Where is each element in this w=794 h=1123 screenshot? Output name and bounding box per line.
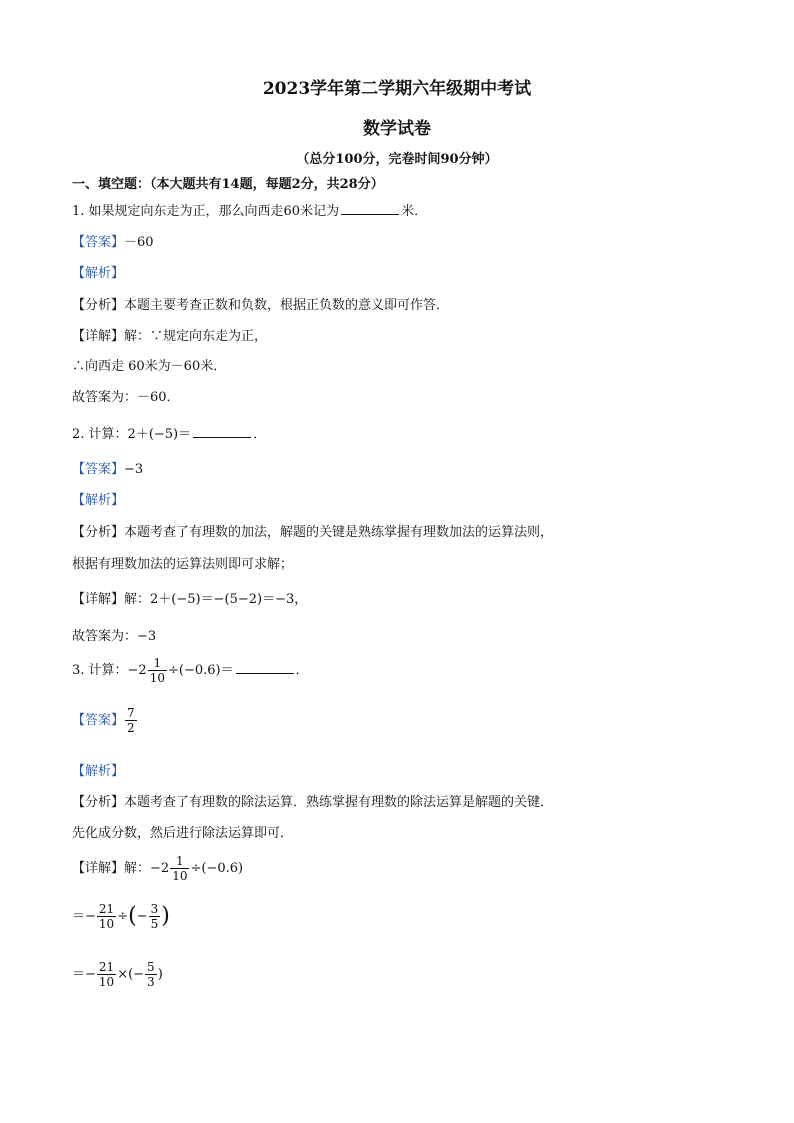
q3-step2 (72, 960, 163, 989)
q3-xiangjie-post: ÷(−0.6) (190, 861, 244, 876)
q1-question-end: 米． (401, 204, 428, 219)
q2-xiangjie-text: 解： (124, 592, 151, 607)
q3-step2-pre: ＝− (72, 967, 96, 982)
q3-fenxi-cont: 先化成分数，然后进行除法运算即可． (72, 826, 294, 841)
q3-step1-den: 10 (98, 917, 115, 931)
q1-step: ∴向西走 60米为－60米． (72, 359, 227, 374)
q3-question-text: 3. 计算：−2 (72, 663, 147, 678)
q1-question (72, 202, 427, 221)
q1-xiangjie (72, 328, 267, 346)
q1-fenxi-tag: 【分析】 (72, 298, 125, 313)
q1-fenxi (72, 297, 449, 315)
q3-step1-div: ÷ (117, 909, 129, 924)
q1-jiexi-tag: 【解析】 (72, 266, 125, 281)
q3-answer-num: 7 (127, 706, 135, 720)
q3-step1-open-paren: ( (128, 903, 137, 929)
q3-fraction (148, 656, 167, 685)
q3-step2-fraction (97, 960, 116, 989)
q2-final: 故答案为：−3 (72, 629, 157, 644)
q3-xiangjie-fraction (170, 854, 189, 883)
q3-step1-den2: 5 (150, 917, 159, 931)
q3-step1-pre: ＝− (72, 909, 96, 924)
q3-fraction-num: 1 (153, 656, 162, 670)
q3-step1-num2: 3 (150, 902, 159, 916)
exam-subtitle: 数学试卷 (363, 119, 431, 139)
q2-question-text: 2. 计算： (72, 427, 128, 442)
q1-xiangjie-tag: 【详解】 (72, 329, 125, 344)
q2-fenxi (72, 524, 553, 542)
q2-fenxi-text: 本题考查了有理数的加法，解题的关键是熟练掌握有理数加法的运算法则， (124, 525, 554, 540)
q3-fenxi-text: 本题考查了有理数的除法运算．熟练掌握有理数的除法运算是解题的关键． (124, 795, 554, 810)
q2-question (72, 425, 266, 444)
q3-step1-inner-sign: − (136, 909, 148, 924)
q1-question-text: 1. 如果规定向东走为正，那么向西走60米记为 (72, 204, 340, 219)
q1-answer (72, 234, 154, 252)
q3-step2-den: 10 (98, 975, 115, 989)
q2-jiexi (72, 492, 124, 510)
q3-jiexi (72, 763, 124, 781)
q1-xiangjie-text: 解：∵规定向东走为正， (124, 329, 268, 344)
q2-question-end: ． (253, 427, 267, 442)
q3-step1-fraction2 (149, 902, 161, 931)
q3-step2-fraction2 (145, 960, 157, 989)
q2-expression: 2＋(−5)＝ (127, 427, 192, 442)
q1-answer-value: －60 (124, 235, 154, 250)
q3-answer-fraction (125, 706, 137, 735)
q1-final: 故答案为：－60． (72, 390, 180, 405)
q3-fenxi (72, 794, 553, 812)
q3-step1-fraction (97, 902, 116, 931)
q2-xiangjie (72, 591, 307, 609)
q1-fenxi-text: 本题主要考查正数和负数，根据正负数的意义即可作答． (124, 298, 450, 313)
q3-fenxi-tag: 【分析】 (72, 795, 125, 810)
q3-step2-mul: ×(− (117, 967, 145, 982)
exam-note: （总分100分，完卷时间90分钟） (296, 152, 498, 167)
q2-answer-value: −3 (124, 462, 144, 477)
q1-jiexi (72, 265, 124, 283)
q3-answer-tag: 【答案】 (72, 713, 125, 728)
q2-jiexi-tag: 【解析】 (72, 493, 125, 508)
q2-fenxi-cont: 根据有理数加法的运算法则即可求解； (72, 557, 294, 572)
q3-question-end: ． (295, 663, 309, 678)
q3-answer-den: 2 (127, 721, 135, 735)
q3-xiangjie (72, 854, 243, 883)
q1-answer-tag: 【答案】 (72, 235, 125, 250)
q3-step2-close: ) (157, 967, 163, 982)
q2-blank (193, 425, 251, 438)
q2-answer-tag: 【答案】 (72, 462, 125, 477)
q3-xiangjie-tag: 【详解】 (72, 861, 125, 876)
q3-step2-num2: 5 (147, 960, 155, 974)
exam-title: 2023学年第二学期六年级期中考试 (262, 79, 532, 99)
q3-xiangjie-text: 解：−2 (124, 861, 170, 876)
section-heading: 一、填空题：（本大题共有14题，每题2分，共28分） (72, 177, 384, 192)
q3-step2-den2: 3 (147, 975, 155, 989)
q3-question (72, 656, 309, 685)
q3-jiexi-tag: 【解析】 (72, 764, 125, 779)
q3-xiangjie-den: 10 (172, 869, 188, 883)
q3-xiangjie-num: 1 (176, 854, 184, 868)
q3-step2-num: 21 (98, 960, 115, 974)
q3-fraction-den: 10 (149, 671, 165, 685)
q3-answer (72, 706, 138, 735)
q3-question-mid: ÷(−0.6)＝ (167, 663, 234, 678)
q3-step1-close-paren: ) (161, 903, 170, 929)
q3-step1 (72, 902, 170, 931)
q2-fenxi-tag: 【分析】 (72, 525, 125, 540)
q3-step1-num: 21 (98, 902, 115, 916)
q2-xiangjie-expr: 2＋(−5)＝−(5−2)＝−3， (150, 592, 308, 607)
q2-xiangjie-tag: 【详解】 (72, 592, 125, 607)
q1-blank (341, 202, 399, 215)
q3-blank (236, 661, 294, 674)
q2-answer (72, 461, 143, 479)
